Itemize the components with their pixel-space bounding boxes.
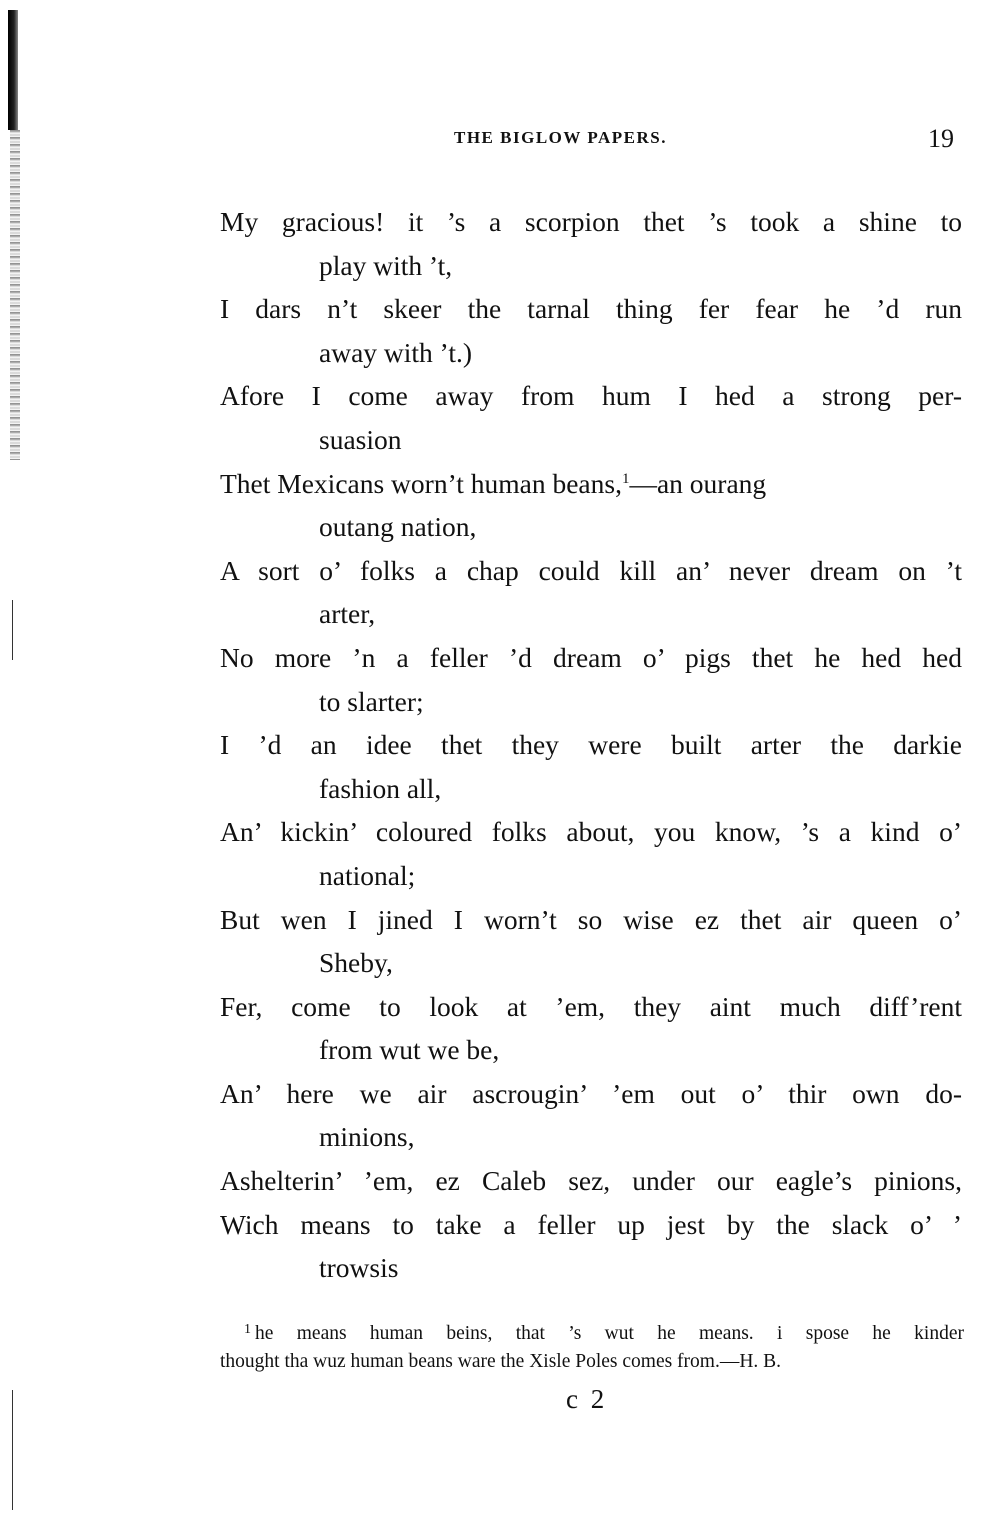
poem-line: A sort o’ folks a chap could kill an’ never dream on ’t: [220, 554, 962, 586]
poem-line-continuation: national;: [319, 859, 416, 891]
poem-line: Wich means to take a feller up jest by the slack o’ ’: [220, 1208, 962, 1240]
poem: [220, 200, 962, 1290]
poem-line: My gracious! it ’s a scorpion thet ’s took a shine to: [220, 206, 962, 237]
footnote-line: thought tha wuz human beans ware the Xisle Poles comes from.—H. B.: [220, 1351, 782, 1372]
binding-line: [12, 1390, 13, 1510]
poem-line: I dars n’t skeer the tarnal thing fer fear he ’d run: [220, 293, 962, 325]
poem-line-continuation: play with ’t,: [319, 249, 453, 281]
poem-line-continuation: outang nation,: [319, 511, 477, 543]
binding-line: [12, 600, 13, 660]
footnote-marker: 1: [244, 1322, 251, 1337]
poem-line-continuation: trowsis: [319, 1252, 399, 1284]
poem-line: But wen I jined I worn’t so wise ez thet air queen o’: [220, 903, 962, 935]
poem-line: An’ kickin’ coloured folks about, you know, ’s a kind o’: [220, 816, 962, 848]
running-title: THE BIGLOW PAPERS.: [454, 128, 667, 147]
poem-line-continuation: minions,: [319, 1121, 415, 1153]
poem-line: Fer, come to look at ’em, they aint much diff’rent: [220, 990, 962, 1022]
footnote-line: [220, 1320, 964, 1348]
binding-shadow: [8, 10, 18, 130]
footnote-text: he means human beins, that ’s wut he means. i spose he kinder: [255, 1323, 964, 1344]
poem-line: I ’d an idee thet they were built arter the darkie: [220, 729, 962, 761]
binding-edge: [8, 0, 22, 1537]
poem-line: Ashelterin’ ’em, ez Caleb sez, under our eagle’s pinions,: [220, 1165, 962, 1197]
poem-line: No more ’n a feller ’d dream o’ pigs thet he hed hed: [220, 641, 962, 673]
footnote: [220, 1320, 964, 1376]
poem-line-continuation: from wut we be,: [319, 1034, 500, 1066]
poem-line-continuation: fashion all,: [319, 772, 442, 804]
binding-speckle: [10, 130, 20, 460]
poem-line-continuation: arter,: [319, 598, 376, 630]
poem-line: An’ here we air ascrougin’ ’em out o’ thir own do-: [220, 1077, 962, 1109]
page-number: 19: [928, 124, 954, 153]
poem-line: Afore I come away from hum I hed a strong per-: [220, 380, 962, 412]
signature-mark: c 2: [566, 1384, 608, 1414]
poem-line-continuation: suasion: [319, 423, 402, 455]
poem-line-text: —an ourang: [629, 467, 767, 499]
poem-line-continuation: to slarter;: [319, 685, 424, 717]
poem-line: [220, 462, 962, 506]
poem-line-text: Thet Mexicans worn’t human beans,: [220, 467, 622, 499]
footnote-reference: 1: [621, 470, 630, 487]
poem-line-continuation: away with ’t.): [319, 336, 472, 368]
poem-line-continuation: Sheby,: [319, 947, 393, 979]
